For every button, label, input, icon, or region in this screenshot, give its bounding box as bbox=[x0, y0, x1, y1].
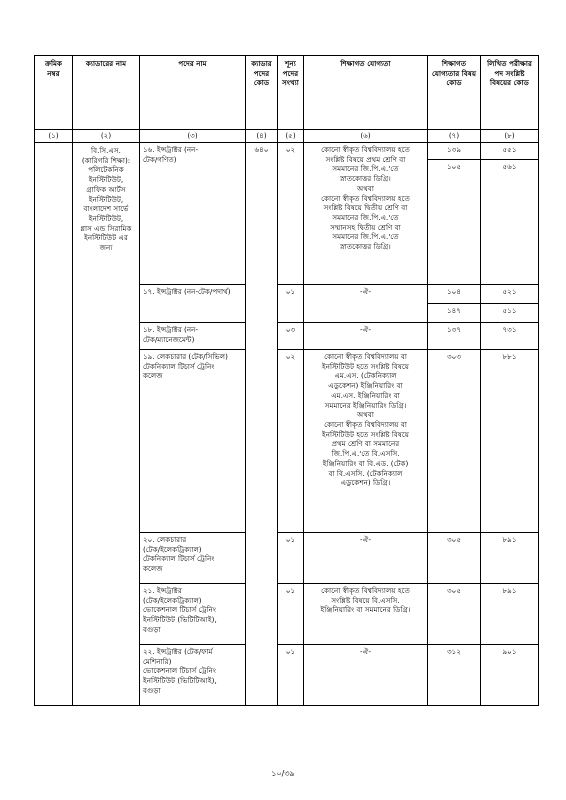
exam-code-cell: ৭৩১ bbox=[481, 323, 539, 350]
vacancy-cell: ০১ bbox=[278, 645, 304, 706]
header-qualification: শিক্ষাগত যোগ্যতা bbox=[304, 56, 428, 130]
header-post-name: পদের নাম bbox=[140, 56, 246, 130]
vacancy-cell: ০৩ bbox=[278, 323, 304, 350]
col-number: (৪) bbox=[246, 130, 278, 143]
exam-code-cell: ৮৮১ bbox=[481, 350, 539, 533]
post-name-cell: ২১. ইন্সট্রাক্টর (টেক/ইলেকট্রিক্যাল) ভোকেশনাল টিচার্স ট্রেনিং ইনস্টিটিউট (ভিটিটিআই), বগুড়া bbox=[140, 584, 246, 645]
vacancy-cell: ০২ bbox=[278, 350, 304, 533]
exam-code-cell: ৯০১ bbox=[481, 645, 539, 706]
table-row bbox=[35, 143, 539, 160]
subject-code-cell: ১০৫ bbox=[428, 160, 481, 285]
col-number: (৮) bbox=[481, 130, 539, 143]
header-cadre-name: ক্যাডারের নাম bbox=[73, 56, 140, 130]
subject-code-cell: ৩১২ bbox=[428, 645, 481, 706]
post-name-cell: ১৮. ইন্সট্রাক্টর (নন- টেক/ম্যানেজমেন্ট) bbox=[140, 323, 246, 350]
header-vacancy: শূন্য পদের সংখ্যা bbox=[278, 56, 304, 130]
exam-code-cell: ৫৬১ bbox=[481, 160, 539, 285]
col-number: (৫) bbox=[278, 130, 304, 143]
qualification-cell: কোনো স্বীকৃত বিশ্ববিদ্যালয় হতে সংশ্লিষ্ট বিষয়ে প্রথম শ্রেণি বা সমমানের জি.পি.এ.'তে স্নাতকোত্তর ডিগ্রি। অথবা কোনো স্বীকৃত বিশ্ববিদ্যালয় হতে সংশ্লিষ্ট বিষয়ে দ্বিতীয় শ্রেণি বা সমমানের জি.পি.এ.'তে সম্মানসহ দ্বিতীয় শ্রেণি বা সমমানের জি.পি.এ.'তে স্নাতকোত্তর ডিগ্রি। bbox=[304, 143, 428, 285]
exam-code-cell: ৫১১ bbox=[481, 304, 539, 323]
exam-code-cell: ৮৯১ bbox=[481, 584, 539, 645]
post-name-cell: ১৬. ইন্সট্রাক্টর (নন- টেক/গণিত) bbox=[140, 143, 246, 285]
qualification-cell: -ঐ- bbox=[304, 533, 428, 584]
qualification-cell: -ঐ- bbox=[304, 285, 428, 323]
cadre-code-cell: ৬৪০ bbox=[246, 143, 278, 706]
col-number: (২) bbox=[73, 130, 140, 143]
subject-code-cell: ১৩৯ bbox=[428, 143, 481, 160]
exam-code-cell: ৮৯১ bbox=[481, 533, 539, 584]
subject-code-cell: ১০৪ bbox=[428, 285, 481, 304]
col-number: (১) bbox=[35, 130, 73, 143]
col-number: (৬) bbox=[304, 130, 428, 143]
vacancy-cell: ০১ bbox=[278, 533, 304, 584]
subject-code-cell: ৩০৫ bbox=[428, 533, 481, 584]
cadre-name-cell: বি.সি.এস. (কারিগরি শিক্ষা): পলিটেকনিক ইনস্টিটিউট, গ্রাফিক আর্টস ইনস্টিটিউট, বাংলাদেশ সার্ভে ইনস্টিটিউট, গ্লাস এন্ড সিরামিক ইনস্টিটিউট এর জন্য bbox=[73, 143, 140, 706]
recruitment-table bbox=[34, 55, 539, 706]
subject-code-cell: ১৪৭ bbox=[428, 304, 481, 323]
header-subject-code: শিক্ষাগত যোগ্যতার বিষয় কোড bbox=[428, 56, 481, 130]
post-name-cell: ১৭. ইন্সট্রাক্টর (নন-টেক/পদার্থ) bbox=[140, 285, 246, 323]
column-number-row bbox=[35, 130, 539, 143]
qualification-cell: কোনো স্বীকৃত বিশ্ববিদ্যালয় বা ইনস্টিটিউট হতে সংশ্লিষ্ট বিষয়ে এম.এস. (টেকনিক্যাল এডুকেশন) ইঞ্জিনিয়ারিং বা এম.এস. ইঞ্জিনিয়ারিং বা সমমানের ইঞ্জিনিয়ারিং ডিগ্রি। অথবা কোনো স্বীকৃত বিশ্ববিদ্যালয় বা ইনস্টিটিউট হতে সংশ্লিষ্ট বিষয়ে প্রথম শ্রেণি বা সমমানের জি.পি.এ.'তে বি.এসসি. ইঞ্জিনিয়ারিং বা বি.এড. (টেক) বা বি.এসসি. (টেকনিক্যাল এডুকেশন) ডিগ্রি। bbox=[304, 350, 428, 533]
header-serial: ক্রমিক নম্বর bbox=[35, 56, 73, 130]
qualification-cell: কোনো স্বীকৃত বিশ্ববিদ্যালয় হতে সংশ্লিষ্ট বিষয়ে বি.এসসি. ইঞ্জিনিয়ারিং বা সমমানের ডিগ্রি। bbox=[304, 584, 428, 645]
post-name-cell: ২০. লেকচারার (টেক/ইলেকট্রিক্যাল) টেকনিক্যাল টিচার্স ট্রেনিং কলেজ bbox=[140, 533, 246, 584]
header-exam-code: লিখিত পরীক্ষার পদ সংশ্লিষ্ট বিষয়ের কোড bbox=[481, 56, 539, 130]
col-number: (৭) bbox=[428, 130, 481, 143]
subject-code-cell: ১৩৭ bbox=[428, 323, 481, 350]
col-number: (৩) bbox=[140, 130, 246, 143]
header-row bbox=[35, 56, 539, 130]
post-name-cell: ২২. ইন্সট্রাক্টর (টেক/ফার্ম মেশিনারি) ভোকেশনাল টিচার্স ট্রেনিং ইনস্টিটিউট (ভিটিটিআই), বগুড়া bbox=[140, 645, 246, 706]
exam-code-cell: ৫২১ bbox=[481, 285, 539, 304]
vacancy-cell: ০১ bbox=[278, 584, 304, 645]
serial-cell bbox=[35, 143, 73, 706]
page-number: ১০/৩৯ bbox=[271, 769, 295, 778]
exam-code-cell: ৫৫১ bbox=[481, 143, 539, 160]
header-cadre-code: ক্যাডার পদের কোড bbox=[246, 56, 278, 130]
subject-code-cell: ৩০৩ bbox=[428, 350, 481, 533]
qualification-cell: -ঐ- bbox=[304, 323, 428, 350]
vacancy-cell: ০১ bbox=[278, 285, 304, 323]
qualification-cell: -ঐ- bbox=[304, 645, 428, 706]
vacancy-cell: ০২ bbox=[278, 143, 304, 285]
post-name-cell: ১৯. লেকচারার (টেক/সিভিল) টেকনিক্যাল টিচার্স ট্রেনিং কলেজ bbox=[140, 350, 246, 533]
subject-code-cell: ৩০৫ bbox=[428, 584, 481, 645]
